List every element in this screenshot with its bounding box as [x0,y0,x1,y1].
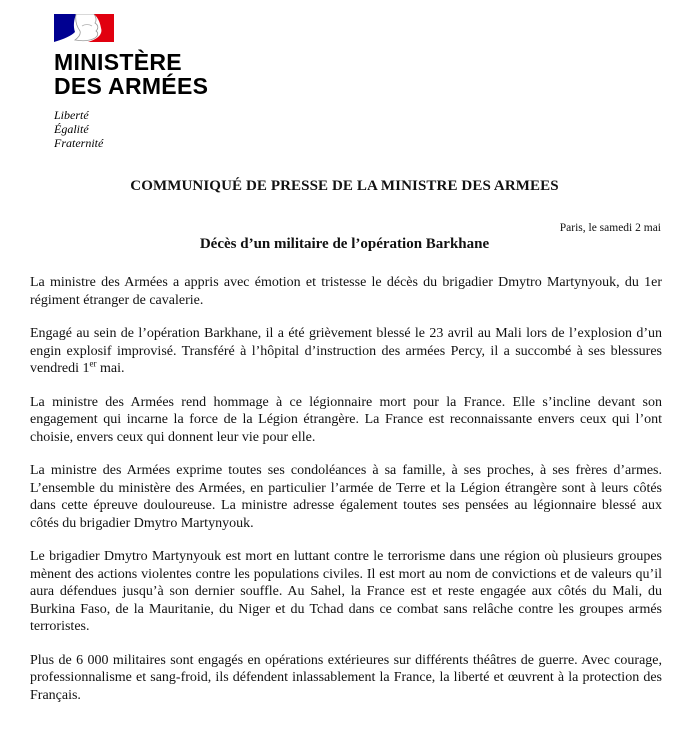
motto-liberte: Liberté [54,108,89,122]
ministry-logo [54,14,208,150]
motto-fraternite: Fraternité [54,136,104,150]
ordinal-superscript: er [89,358,97,369]
ministry-name-line1: MINISTÈRE [54,49,182,75]
body-paragraph-text: Engagé au sein de l’opération Barkhane, il a été grièvement blessé le 23 avril au Mali lors de l’explosion d’un engin explosif improvisé. Transféré à l’hôpital d’instruction des armées Percy, il a succombé à ses blessures vendredi 1 [30,326,662,376]
ministry-name [54,50,208,98]
marianne-emblem-icon [54,14,114,42]
press-release-title: COMMUNIQUÉ DE PRESSE DE LA MINISTRE DES ARMEES [130,178,559,194]
ministry-name-line2: DES ARMÉES [54,73,209,99]
press-release-body [30,274,662,720]
body-paragraph: La ministre des Armées exprime toutes ses condoléances à sa famille, à ses proches, à ses frères d’armes. L’ensemble du ministère des Armées, en particulier l’armée de Terre et la Légion étrangère sont à leurs côtés dans cette épreuve douloureuse. La ministre adresse également toutes ses pensées au légionnaire blessé aux côtés du brigadier Dmytro Martynyouk. [30,463,662,531]
body-paragraph-with-date [30,325,662,378]
motto-egalite: Égalité [54,122,89,136]
dateline: Paris, le samedi 2 mai [559,222,661,234]
body-paragraph: La ministre des Armées a appris avec émotion et tristesse le décès du brigadier Dmytro Martynyouk, du 1er régiment étranger de cavalerie. [30,275,662,308]
body-paragraph: Plus de 6 000 militaires sont engagés en opérations extérieures sur différents théâtres de guerre. Avec courage, professionnalisme et sang-froid, ils défendent inlassablement la France, la liberté et œuvrent à la protection des Français. [30,652,662,703]
body-paragraph: La ministre des Armées rend hommage à ce légionnaire mort pour la France. Elle s’incline devant son engagement qui incarne la force de la Légion étrangère. La France est reconnaissante envers ceux qui l’ont choisie, envers ceux qui donnent leur vie pour elle. [30,394,662,445]
press-release-subtitle: Décès d’un militaire de l’opération Barkhane [199,236,490,252]
body-paragraph: Le brigadier Dmytro Martynyouk est mort en luttant contre le terrorisme dans une région où plusieurs groupes mènent des actions violentes contre les populations civiles. Il est mort au nom de convictions et de valeurs qu’il aura défendues jusqu’à son dernier souffle. Au Sahel, la France est et reste engagée aux côtés du Mali, du Burkina Faso, de la Mauritanie, du Niger et du Tchad dans ce combat sans relâche contre les groupes armés terroristes. [30,549,662,634]
body-paragraph-tail: mai. [96,361,125,376]
republic-motto [54,108,208,150]
